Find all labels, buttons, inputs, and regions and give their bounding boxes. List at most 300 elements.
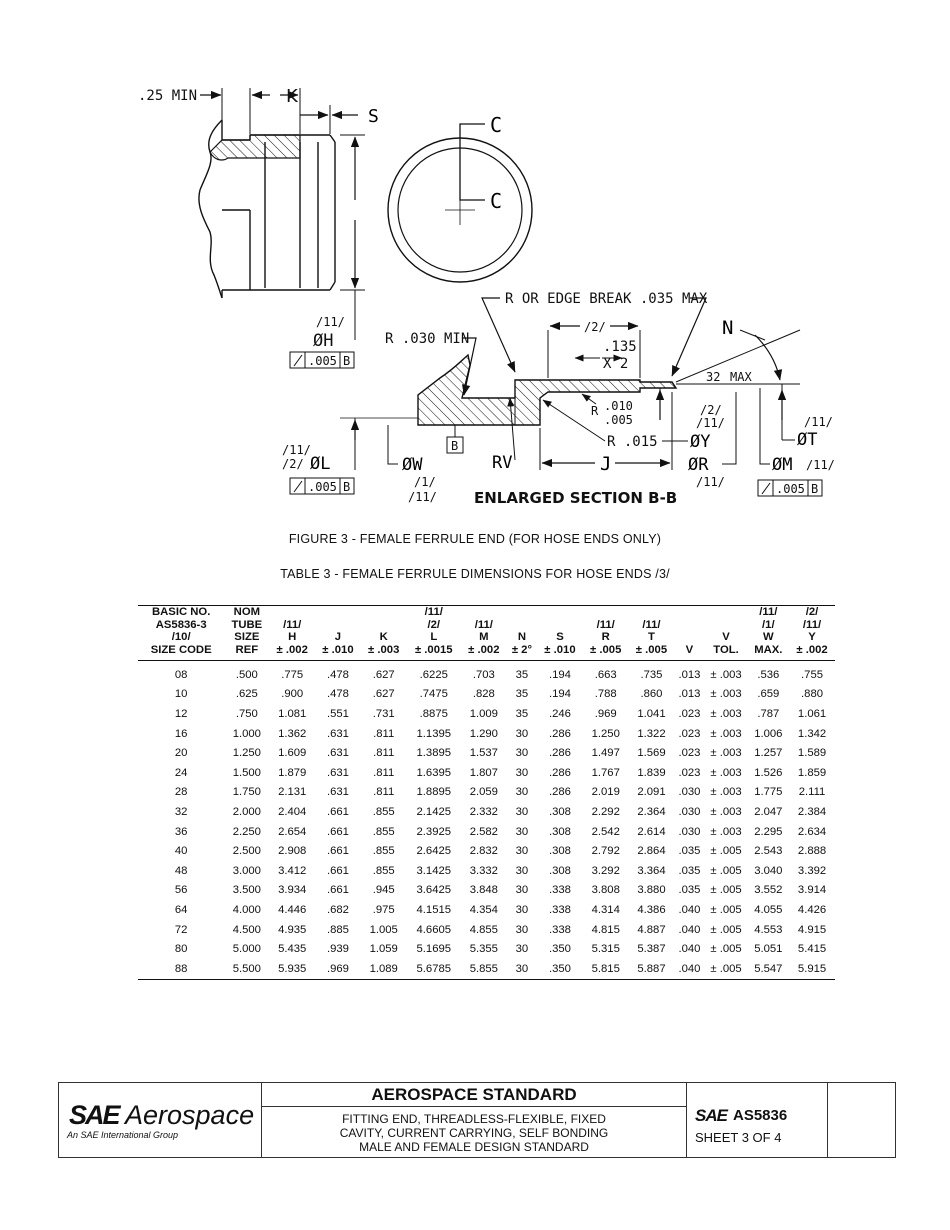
table-cell: 4.055 bbox=[754, 903, 783, 916]
table-cell: .885 bbox=[326, 923, 349, 936]
column-header bbox=[748, 606, 790, 661]
table-cell: 5.000 bbox=[232, 943, 261, 956]
table-cell: 2.250 bbox=[232, 825, 261, 838]
table-cell: ± .005 bbox=[710, 943, 742, 956]
table-cell: ± .003 bbox=[710, 747, 742, 760]
table-cell: .308 bbox=[548, 805, 571, 818]
table-cell: 40 bbox=[174, 845, 188, 858]
table-cell: 2.888 bbox=[797, 845, 827, 858]
dim-135: .135 bbox=[603, 339, 637, 355]
description-line: MALE AND FEMALE DESIGN STANDARD bbox=[359, 1140, 589, 1154]
fcf-l-value: .005 bbox=[308, 480, 337, 494]
table-row bbox=[138, 861, 835, 881]
table-cell: 1.342 bbox=[797, 727, 827, 740]
table-cell: .286 bbox=[548, 786, 571, 799]
table-cell: ± .003 bbox=[710, 766, 742, 779]
table-row bbox=[138, 704, 835, 724]
dimensions-table bbox=[138, 605, 835, 980]
table-cell: ± .003 bbox=[710, 688, 742, 701]
column-header-line: ± .0015 bbox=[414, 643, 453, 656]
table-cell: 2.404 bbox=[278, 805, 307, 818]
table-cell: 1.081 bbox=[278, 707, 307, 720]
column-header-line: TUBE bbox=[231, 618, 263, 631]
table-cell: 1.009 bbox=[469, 707, 498, 720]
fcf-m-value: .005 bbox=[776, 482, 805, 496]
column-header-line: /11/ bbox=[283, 618, 302, 631]
dim-m: ØM bbox=[772, 455, 793, 475]
document-number-block bbox=[687, 1083, 828, 1157]
table-cell: 5.435 bbox=[278, 943, 307, 956]
table-cell: .939 bbox=[326, 943, 349, 956]
table-cell: 1.3895 bbox=[416, 747, 452, 760]
table-body bbox=[138, 661, 835, 980]
column-header-line: R bbox=[601, 631, 610, 643]
table-cell: 1.250 bbox=[591, 727, 620, 740]
table-cell: .8875 bbox=[419, 707, 448, 720]
table-cell: .775 bbox=[281, 668, 304, 681]
table-cell: 2.364 bbox=[637, 805, 666, 818]
table-cell: 36 bbox=[174, 825, 188, 838]
table-cell: 30 bbox=[515, 805, 529, 818]
table-cell: 5.915 bbox=[789, 959, 835, 979]
table-cell: .860 bbox=[640, 688, 663, 701]
table-cell: 2.111 bbox=[798, 786, 826, 799]
table-cell: 30 bbox=[515, 825, 529, 838]
table-cell: 4.935 bbox=[278, 923, 307, 936]
table-cell: ± .005 bbox=[705, 959, 748, 979]
table-cell: 48 bbox=[174, 864, 188, 877]
table-cell: 1.569 bbox=[637, 747, 666, 760]
table-cell: ± .005 bbox=[710, 884, 742, 897]
figure-caption: FIGURE 3 - FEMALE FERRULE END (FOR HOSE ENDS ONLY) bbox=[288, 532, 662, 546]
table-cell: 5.935 bbox=[269, 959, 315, 979]
section-title: ENLARGED SECTION B-B bbox=[474, 489, 678, 507]
table-cell: 4.354 bbox=[469, 903, 498, 916]
table-cell: .661 bbox=[326, 884, 349, 897]
table-cell: ± .003 bbox=[710, 668, 742, 681]
table-cell: .013 bbox=[678, 668, 701, 681]
description-line: CAVITY, CURRENT CARRYING, SELF BONDING bbox=[339, 1126, 609, 1140]
revision-block bbox=[828, 1083, 895, 1157]
dim-l: ØL bbox=[310, 454, 331, 474]
r015: R .015 bbox=[607, 434, 658, 450]
note-2-top: /2/ bbox=[584, 320, 606, 334]
table-cell: 5.415 bbox=[797, 943, 827, 956]
table-cell: 20 bbox=[174, 747, 188, 760]
table-cell: .478 bbox=[326, 688, 349, 701]
section-c-top: C bbox=[490, 113, 503, 137]
column-header-line: SIZE CODE bbox=[150, 643, 212, 656]
logo-tagline: An SAE International Group bbox=[67, 1130, 179, 1140]
table-cell: 3.552 bbox=[754, 884, 783, 897]
table-row bbox=[138, 783, 835, 803]
table-cell: .627 bbox=[372, 688, 395, 701]
column-header-line: V bbox=[722, 631, 730, 643]
table-cell: .536 bbox=[757, 668, 780, 681]
column-header bbox=[674, 606, 704, 661]
table-cell: .035 bbox=[678, 864, 701, 877]
column-header-line: /2/ bbox=[805, 606, 819, 618]
column-header-line: NOM bbox=[233, 606, 261, 618]
fcf-h-value: .005 bbox=[308, 354, 337, 368]
dim-t: ØT bbox=[797, 430, 818, 450]
table-cell: 2.6425 bbox=[416, 845, 452, 858]
engineering-drawing bbox=[0, 0, 950, 530]
table-cell: 30 bbox=[515, 786, 529, 799]
table-row bbox=[138, 939, 835, 959]
table-cell: .030 bbox=[678, 805, 701, 818]
datum-b-tag: B bbox=[451, 439, 459, 453]
table-cell: 3.914 bbox=[797, 884, 827, 897]
table-cell: ± .003 bbox=[710, 805, 742, 818]
table-cell: 5.1695 bbox=[416, 943, 452, 956]
table-cell: 3.000 bbox=[232, 864, 261, 877]
column-header-line: L bbox=[430, 631, 438, 643]
table-cell: 2.832 bbox=[469, 845, 498, 858]
table-cell: .975 bbox=[372, 903, 395, 916]
table-cell: 30 bbox=[515, 766, 529, 779]
fcf-l-datum: B bbox=[343, 480, 351, 494]
column-header-line: /11/ bbox=[424, 606, 443, 618]
table-cell: .755 bbox=[801, 668, 824, 681]
table-cell: 4.000 bbox=[232, 903, 261, 916]
column-header-line: S bbox=[556, 631, 564, 643]
column-header-line: ± .010 bbox=[544, 643, 576, 656]
m-note: /11/ bbox=[806, 458, 835, 472]
column-header-line: TOL. bbox=[713, 643, 739, 656]
table-cell: .945 bbox=[372, 884, 395, 897]
table-cell: 1.290 bbox=[469, 727, 498, 740]
table-cell: 4.915 bbox=[797, 923, 827, 936]
table-cell: .350 bbox=[548, 943, 571, 956]
table-cell: .661 bbox=[326, 864, 349, 877]
table-cell: 1.322 bbox=[637, 727, 666, 740]
table-cell: .731 bbox=[372, 707, 395, 720]
table-cell: 1.061 bbox=[797, 707, 827, 720]
table-cell: 5.815 bbox=[583, 959, 629, 979]
column-header-line: /11/ bbox=[759, 606, 778, 618]
table-cell: 1.005 bbox=[369, 923, 398, 936]
table-cell: 1.257 bbox=[754, 747, 783, 760]
table-cell: .855 bbox=[372, 825, 395, 838]
table-cell: 3.500 bbox=[232, 884, 261, 897]
standard-title: AEROSPACE STANDARD bbox=[262, 1083, 686, 1107]
h-note: /11/ bbox=[316, 315, 345, 329]
t-note: /11/ bbox=[804, 415, 833, 429]
ferrule-end-view bbox=[388, 124, 532, 282]
dim-x2: X 2 bbox=[603, 356, 629, 372]
column-header-line: T bbox=[648, 631, 655, 643]
table-cell: 3.332 bbox=[469, 864, 498, 877]
table-cell: ± .005 bbox=[710, 923, 742, 936]
table-row bbox=[138, 920, 835, 940]
column-header-line: ± .010 bbox=[322, 643, 354, 656]
table-row bbox=[138, 841, 835, 861]
table-cell: 5.387 bbox=[637, 943, 666, 956]
table-cell: 2.582 bbox=[469, 825, 498, 838]
dim-rv: RV bbox=[492, 453, 513, 473]
table-cell: 1.609 bbox=[278, 747, 307, 760]
table-cell: .880 bbox=[801, 688, 824, 701]
column-header-line: V bbox=[685, 643, 694, 656]
table-cell: 4.386 bbox=[637, 903, 666, 916]
table-cell: .631 bbox=[326, 766, 349, 779]
table-cell: ± .003 bbox=[710, 727, 742, 740]
column-header-line: /11/ bbox=[642, 618, 661, 631]
table-cell: 3.392 bbox=[797, 864, 827, 877]
logo-aerospace: Aerospace bbox=[125, 1100, 255, 1130]
table-cell: 2.292 bbox=[591, 805, 620, 818]
table-cell: .811 bbox=[373, 727, 395, 740]
column-header bbox=[361, 606, 407, 661]
table-cell: 3.040 bbox=[754, 864, 783, 877]
table-cell: 30 bbox=[515, 923, 529, 936]
dim-025-min: .25 MIN bbox=[138, 88, 198, 104]
column-header-line: J bbox=[334, 631, 342, 643]
table-cell: 08 bbox=[174, 668, 188, 681]
table-cell: .030 bbox=[678, 786, 701, 799]
table-cell: 1.6395 bbox=[416, 766, 452, 779]
section-body bbox=[418, 355, 676, 425]
table-cell: ± .005 bbox=[710, 903, 742, 916]
table-row bbox=[138, 900, 835, 920]
table-cell: .855 bbox=[372, 864, 395, 877]
column-header bbox=[537, 606, 583, 661]
table-cell: 30 bbox=[515, 845, 529, 858]
table-cell: .500 bbox=[235, 668, 258, 681]
table-cell: .338 bbox=[548, 884, 571, 897]
table-row bbox=[138, 802, 835, 822]
table-cell: .030 bbox=[678, 825, 701, 838]
table-cell: .040 bbox=[674, 959, 704, 979]
doc-number: AS5836 bbox=[733, 1107, 788, 1124]
table-cell: .013 bbox=[678, 688, 701, 701]
table-cell: 56 bbox=[174, 884, 188, 897]
table-cell: 3.808 bbox=[591, 884, 620, 897]
title-block-center bbox=[262, 1083, 687, 1157]
column-header-line: N bbox=[517, 631, 526, 643]
table-cell: 1.497 bbox=[591, 747, 620, 760]
column-header-line: SIZE bbox=[234, 631, 260, 643]
table-cell: 1.1395 bbox=[416, 727, 452, 740]
table-cell: 5.051 bbox=[754, 943, 783, 956]
table-cell: 1.500 bbox=[232, 766, 261, 779]
column-header-line: REF bbox=[235, 643, 259, 656]
table-cell: ± .005 bbox=[710, 864, 742, 877]
table-cell: 5.855 bbox=[461, 959, 507, 979]
table-cell: 1.526 bbox=[754, 766, 783, 779]
table-cell: .7475 bbox=[419, 688, 448, 701]
table-cell: .811 bbox=[373, 766, 395, 779]
table-cell: .631 bbox=[326, 786, 349, 799]
table-header-row bbox=[138, 606, 835, 661]
column-header-line: ± .005 bbox=[635, 643, 668, 656]
fcf-m-datum: B bbox=[811, 482, 819, 496]
column-header bbox=[789, 606, 835, 661]
table-cell: 1.807 bbox=[469, 766, 498, 779]
table-cell: 4.855 bbox=[469, 923, 498, 936]
table-cell: 30 bbox=[515, 864, 529, 877]
table-cell: 1.362 bbox=[278, 727, 307, 740]
column-header-line: Y bbox=[808, 631, 816, 643]
table-cell: .661 bbox=[326, 825, 349, 838]
column-header bbox=[138, 606, 224, 661]
table-row bbox=[138, 724, 835, 744]
table-cell: 3.292 bbox=[591, 864, 620, 877]
table-cell: 3.880 bbox=[637, 884, 666, 897]
table-cell: 10 bbox=[174, 688, 188, 701]
table-cell: 1.8895 bbox=[416, 786, 452, 799]
column-header bbox=[407, 606, 461, 661]
table-cell: 1.000 bbox=[232, 727, 261, 740]
table-cell: 32 bbox=[174, 805, 188, 818]
table-cell: .023 bbox=[678, 727, 701, 740]
table-cell: .811 bbox=[373, 786, 395, 799]
table-cell: ± .003 bbox=[710, 825, 742, 838]
table-cell: .286 bbox=[548, 766, 571, 779]
table-cell: 5.355 bbox=[469, 943, 498, 956]
table-cell: 4.426 bbox=[797, 903, 827, 916]
table-cell: 1.041 bbox=[637, 707, 666, 720]
table-cell: .661 bbox=[326, 805, 349, 818]
column-header-line: ± .003 bbox=[368, 643, 400, 656]
table-cell: 2.000 bbox=[232, 805, 261, 818]
column-header-line: K bbox=[379, 631, 388, 643]
column-header-line: MAX. bbox=[754, 643, 783, 656]
table-cell: 1.839 bbox=[637, 766, 666, 779]
column-header bbox=[269, 606, 315, 661]
table-cell: .035 bbox=[678, 884, 701, 897]
table-cell: .788 bbox=[594, 688, 617, 701]
table-cell: .750 bbox=[235, 707, 258, 720]
sae-aerospace-logo bbox=[59, 1083, 262, 1157]
table-cell: 5.887 bbox=[629, 959, 675, 979]
table-cell: 1.537 bbox=[469, 747, 498, 760]
table-cell: .338 bbox=[548, 923, 571, 936]
y-note-2: /11/ bbox=[696, 416, 725, 430]
table-cell: 4.314 bbox=[591, 903, 620, 916]
table-cell: 2.131 bbox=[278, 786, 307, 799]
table-cell: .194 bbox=[548, 688, 571, 701]
table-cell: 2.3925 bbox=[416, 825, 452, 838]
column-header-line: M bbox=[479, 631, 489, 643]
column-header-line: ± .002 bbox=[796, 643, 828, 656]
column-header bbox=[705, 606, 748, 661]
section-c-bottom: C bbox=[490, 189, 503, 213]
table-cell: 3.848 bbox=[469, 884, 498, 897]
table-cell: 2.864 bbox=[637, 845, 666, 858]
table-row bbox=[138, 763, 835, 783]
table-cell: .551 bbox=[326, 707, 349, 720]
table-cell: .969 bbox=[594, 707, 617, 720]
table-cell: 2.1425 bbox=[416, 805, 452, 818]
table-cell: .625 bbox=[235, 688, 258, 701]
table-cell: 4.815 bbox=[591, 923, 620, 936]
column-header-line: AS5836-3 bbox=[155, 618, 207, 631]
table-cell: .661 bbox=[326, 845, 349, 858]
column-header bbox=[315, 606, 361, 661]
table-cell: .6225 bbox=[419, 668, 448, 681]
table-cell: .787 bbox=[757, 707, 780, 720]
column-header-line: ± .002 bbox=[276, 643, 308, 656]
table-cell: .246 bbox=[548, 707, 571, 720]
table-cell: .682 bbox=[326, 903, 349, 916]
table-cell: 1.250 bbox=[232, 747, 261, 760]
r-note: /11/ bbox=[696, 475, 725, 489]
table-cell: 5.6785 bbox=[407, 959, 461, 979]
r010: .010 bbox=[604, 399, 633, 413]
column-header-line: BASIC NO. bbox=[151, 606, 211, 618]
column-header bbox=[629, 606, 675, 661]
table-cell: 1.750 bbox=[232, 786, 261, 799]
r030-note: R .030 MIN bbox=[385, 331, 470, 347]
column-header-line: /11/ bbox=[474, 618, 493, 631]
w-note-2: /11/ bbox=[408, 490, 437, 504]
dim-s: S bbox=[368, 106, 379, 127]
table-cell: .735 bbox=[640, 668, 663, 681]
table-cell: .040 bbox=[678, 903, 701, 916]
title-block bbox=[58, 1082, 896, 1158]
table-cell: 3.934 bbox=[278, 884, 307, 897]
table-cell: 2.654 bbox=[278, 825, 307, 838]
description-line: FITTING END, THREADLESS-FLEXIBLE, FIXED bbox=[342, 1112, 606, 1126]
edge-break-note: R OR EDGE BREAK .035 MAX bbox=[505, 291, 708, 307]
table-cell: 4.1515 bbox=[416, 903, 452, 916]
logo-sae: SAE bbox=[69, 1100, 119, 1130]
column-header-line: /10/ bbox=[171, 631, 191, 643]
table-cell: .035 bbox=[678, 845, 701, 858]
dim-n: N bbox=[722, 317, 734, 339]
table-cell: 2.634 bbox=[797, 825, 827, 838]
table-cell: ± .003 bbox=[710, 707, 742, 720]
table-cell: 2.384 bbox=[797, 805, 827, 818]
table-cell: 28 bbox=[174, 786, 188, 799]
table-cell: .308 bbox=[548, 864, 571, 877]
table-cell: .627 bbox=[372, 668, 395, 681]
table-cell: .023 bbox=[678, 747, 701, 760]
table-row bbox=[138, 743, 835, 763]
table-row bbox=[138, 685, 835, 705]
table-cell: 3.412 bbox=[278, 864, 307, 877]
doc-sae-logo: SAE bbox=[695, 1106, 727, 1125]
table-cell: .828 bbox=[472, 688, 495, 701]
dim-y: ØY bbox=[690, 432, 711, 452]
max-label: MAX bbox=[730, 370, 752, 384]
y-note-1: /2/ bbox=[700, 403, 722, 417]
table-cell: .286 bbox=[548, 727, 571, 740]
table-cell: 5.315 bbox=[591, 943, 620, 956]
table-cell: 1.059 bbox=[369, 943, 398, 956]
fcf-h-datum: B bbox=[343, 354, 351, 368]
table-caption: TABLE 3 - FEMALE FERRULE DIMENSIONS FOR HOSE ENDS /3/ bbox=[280, 567, 670, 581]
table-cell: .900 bbox=[281, 688, 304, 701]
column-header bbox=[224, 606, 269, 661]
table-cell: 2.542 bbox=[591, 825, 620, 838]
table-cell: 30 bbox=[515, 747, 529, 760]
column-header-line: H bbox=[288, 631, 297, 643]
column-header-line: /1/ bbox=[762, 618, 775, 631]
table-cell: 2.059 bbox=[469, 786, 498, 799]
column-header-line: /2/ bbox=[427, 618, 441, 631]
table-cell: 30 bbox=[515, 903, 529, 916]
table-cell: 35 bbox=[515, 707, 529, 720]
table-cell: .194 bbox=[548, 668, 571, 681]
table-cell: .040 bbox=[678, 943, 701, 956]
table-cell: 4.887 bbox=[637, 923, 666, 936]
table-cell: 64 bbox=[174, 903, 188, 916]
dim-k: K bbox=[286, 86, 298, 107]
table-cell: 30 bbox=[515, 884, 529, 897]
